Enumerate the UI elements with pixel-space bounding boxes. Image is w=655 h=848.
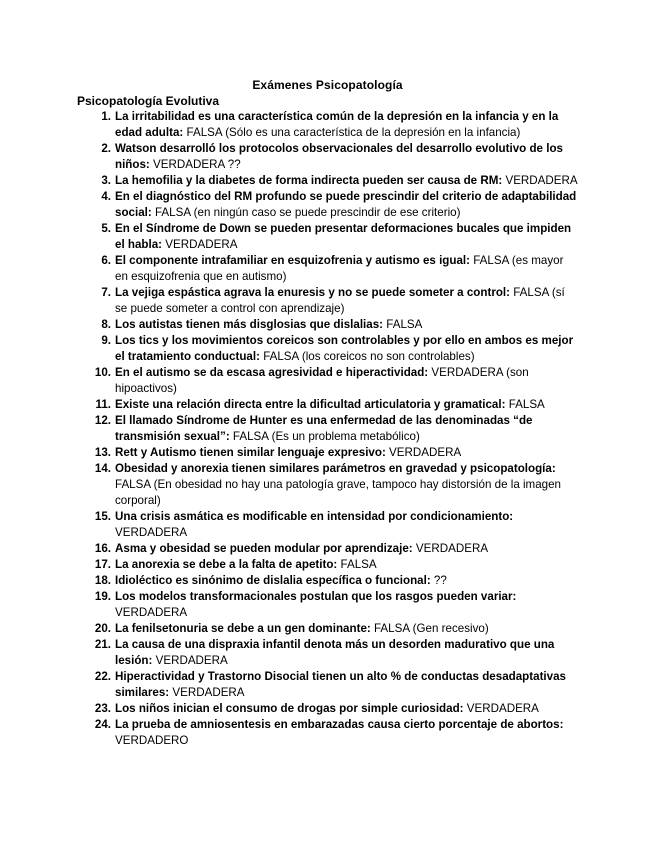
question-item xyxy=(101,333,579,365)
question-text: Existe una relación directa entre la dificultad articulatoria y gramatical: xyxy=(115,398,506,411)
question-text: Asma y obesidad se pueden modular por aprendizaje: xyxy=(115,542,413,555)
question-text: Watson desarrolló los protocolos observacionales del desarrollo evolutivo de los niños: xyxy=(115,142,563,171)
question-text: Los modelos transformacionales postulan que los rasgos pueden variar: xyxy=(115,590,517,603)
answer-text: VERDADERA xyxy=(389,446,462,459)
question-item xyxy=(94,365,579,397)
question-item xyxy=(94,669,579,701)
answer-text: FALSA (En obesidad no hay una patología grave, tampoco hay distorsión de la imagen corporal) xyxy=(115,478,562,507)
question-text: La fenilsetonuria se debe a un gen dominante: xyxy=(115,622,371,635)
document-title: Exámenes Psicopatología xyxy=(252,78,403,92)
answer-text: VERDADERA xyxy=(172,686,245,699)
answer-text: VERDADERO xyxy=(115,734,189,747)
question-text: Rett y Autismo tienen similar lenguaje expresivo: xyxy=(115,446,386,459)
answer-text: FALSA (los coreicos no son controlables) xyxy=(263,350,475,363)
question-number: 22. xyxy=(94,670,111,683)
answer-text: VERDADERA xyxy=(505,174,578,187)
answer-text: FALSA xyxy=(340,558,377,571)
question-number: 4. xyxy=(101,190,111,203)
question-item xyxy=(101,109,579,141)
answer-text: FALSA (Sólo es una característica de la depresión en la infancia) xyxy=(186,126,521,139)
question-text: Los tics y los movimientos coreicos son controlables y por ello en ambos es mejor el tratamiento conductual: xyxy=(115,334,574,363)
question-text: La hemofilia y la diabetes de forma indirecta pueden ser causa de RM: xyxy=(115,174,503,187)
question-text: La causa de una dispraxia infantil denota más un desorden madurativo que una lesión: xyxy=(115,638,555,667)
question-number: 11. xyxy=(95,398,111,411)
question-item xyxy=(101,317,579,333)
question-number: 9. xyxy=(101,334,111,347)
question-number: 16. xyxy=(94,542,111,555)
question-item xyxy=(101,189,579,221)
answer-text: VERDADERA (son hipoactivos) xyxy=(115,366,529,395)
question-item xyxy=(94,573,579,589)
question-number: 19. xyxy=(94,590,111,603)
question-number: 15. xyxy=(94,510,111,523)
question-text: En el autismo se da escasa agresividad e hiperactividad: xyxy=(115,366,429,379)
question-text: Obesidad y anorexia tienen similares parámetros en gravedad y psicopatología: xyxy=(115,462,556,475)
question-item xyxy=(94,589,579,621)
answer-text: VERDADERA xyxy=(115,606,188,619)
question-text: La anorexia se debe a la falta de apetito: xyxy=(115,558,338,571)
question-number: 21. xyxy=(94,638,111,651)
question-text: Hiperactividad y Trastorno Disocial tienen un alto % de conductas desadaptativas similares: xyxy=(115,670,566,699)
question-text: La vejiga espástica agrava la enuresis y no se puede someter a control: xyxy=(115,286,510,299)
answer-text: VERDADERA xyxy=(415,542,489,555)
question-text: Idioléctico es sinónimo de dislalia específica o funcional: xyxy=(115,574,431,587)
question-number: 7. xyxy=(101,286,111,299)
question-list xyxy=(94,109,579,749)
question-text: En el diagnóstico del RM profundo se puede prescindir del criterio de adaptabilidad social: xyxy=(115,190,577,219)
question-item xyxy=(94,701,579,717)
question-number: 2. xyxy=(101,142,111,155)
question-number: 12. xyxy=(94,414,111,427)
question-item xyxy=(94,445,579,461)
section-title: Psicopatología Evolutiva xyxy=(77,94,220,108)
question-text: La prueba de amniosentesis en embarazadas causa cierto porcentaje de abortos: xyxy=(115,718,564,731)
question-item xyxy=(101,173,579,189)
question-item xyxy=(101,141,579,173)
answer-text: FALSA (Gen recesivo) xyxy=(373,622,489,635)
answer-text: FALSA xyxy=(386,318,423,331)
question-number: 24. xyxy=(94,718,111,731)
answer-text: VERDADERA xyxy=(115,526,188,539)
question-item xyxy=(101,285,579,317)
question-item xyxy=(101,221,579,253)
question-item xyxy=(101,253,579,285)
question-item xyxy=(94,509,579,541)
answer-text: VERDADERA xyxy=(466,702,539,715)
question-number: 6. xyxy=(101,254,111,267)
question-number: 13. xyxy=(94,446,111,459)
question-number: 17. xyxy=(94,558,111,571)
answer-text: FALSA (Es un problema metabólico) xyxy=(232,430,420,443)
answer-text: FALSA (es mayor en esquizofrenia que en autismo) xyxy=(115,254,564,283)
question-item xyxy=(94,557,579,573)
question-number: 5. xyxy=(101,222,111,235)
question-text: Los autistas tienen más disglosias que dislalias: xyxy=(115,318,384,331)
question-text: Una crisis asmática es modificable en intensidad por condicionamiento: xyxy=(115,510,514,523)
question-item xyxy=(94,717,579,749)
answer-text: FALSA xyxy=(508,398,545,411)
question-text: La irritabilidad es una característica común de la depresión en la infancia y en la edad adulta: xyxy=(115,110,559,139)
question-text: Los niños inician el consumo de drogas por simple curiosidad: xyxy=(115,702,464,715)
answer-text: VERDADERA xyxy=(165,238,238,251)
question-text: En el Síndrome de Down se pueden presentar deformaciones bucales que impiden el habla: xyxy=(115,222,572,251)
question-number: 1. xyxy=(101,110,111,123)
question-item xyxy=(94,541,579,557)
question-item xyxy=(94,637,579,669)
answer-text: FALSA (sí se puede someter a control con aprendizaje) xyxy=(115,286,565,315)
question-number: 10. xyxy=(94,366,111,379)
answer-text: FALSA (en ningún caso se puede prescindir de ese criterio) xyxy=(154,206,461,219)
question-number: 14. xyxy=(94,462,111,475)
question-text: El componente intrafamiliar en esquizofrenia y autismo es igual: xyxy=(115,254,470,267)
question-number: 18. xyxy=(94,574,111,587)
answer-text: VERDADERA ?? xyxy=(153,158,241,171)
question-number: 8. xyxy=(101,318,111,331)
question-item xyxy=(94,461,579,509)
question-number: 3. xyxy=(101,174,111,187)
question-item xyxy=(95,397,579,413)
answer-text: VERDADERA xyxy=(155,654,228,667)
question-text: El llamado Síndrome de Hunter es una enfermedad de las denominadas “de transmisión sexual”: xyxy=(115,414,533,443)
question-item xyxy=(94,621,579,637)
question-number: 23. xyxy=(94,702,111,715)
question-number: 20. xyxy=(94,622,111,635)
question-item xyxy=(94,413,579,445)
answer-text: ?? xyxy=(433,574,447,587)
